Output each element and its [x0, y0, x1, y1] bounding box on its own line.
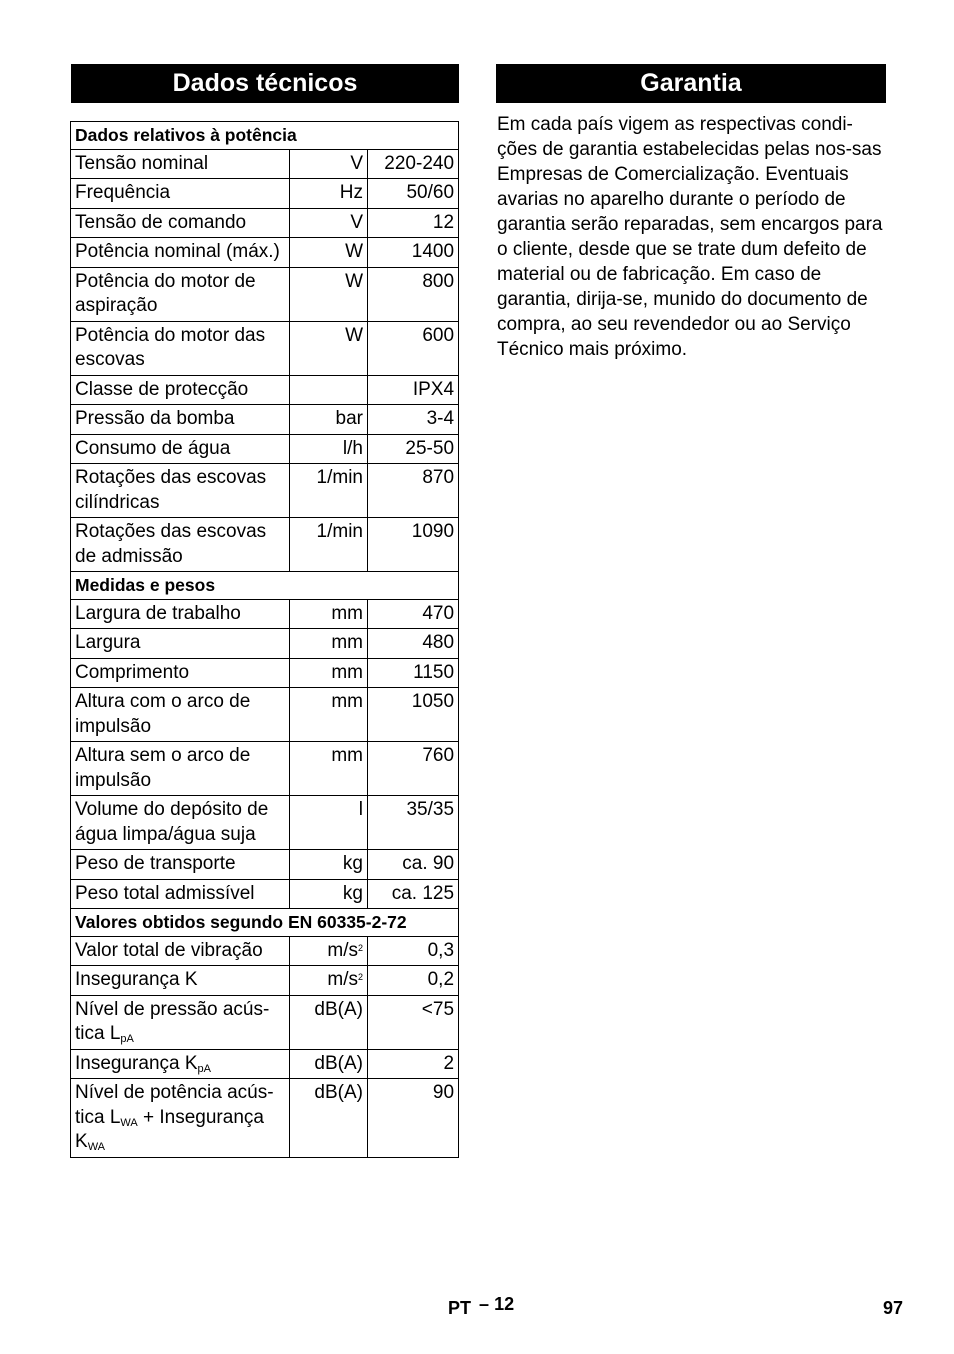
row-unit-superscript: 2 — [357, 972, 363, 982]
row-unit-text: kg — [342, 882, 363, 904]
row-unit-text: V — [350, 152, 363, 174]
row-label — [71, 208, 290, 238]
row-value: 0,2 — [368, 966, 459, 996]
table-row — [71, 179, 459, 209]
row-unit — [290, 1079, 368, 1158]
row-unit — [290, 405, 368, 435]
row-value: 870 — [368, 464, 459, 518]
row-value: 470 — [368, 599, 459, 629]
row-unit — [290, 629, 368, 659]
row-label-text: Valor total de vibração — [75, 939, 263, 961]
row-value: 35/35 — [368, 796, 459, 850]
table-row — [71, 405, 459, 435]
row-label — [71, 267, 290, 321]
row-unit — [290, 179, 368, 209]
footer-section-page: 12 — [494, 1294, 515, 1314]
section-header-row — [71, 572, 459, 600]
section-header-row — [71, 122, 459, 150]
table-row — [71, 936, 459, 966]
row-value: 600 — [368, 321, 459, 375]
row-unit-text: l — [358, 799, 363, 820]
row-unit — [290, 208, 368, 238]
table-row — [71, 995, 459, 1049]
row-label-subscript: WA — [120, 1116, 138, 1129]
row-unit — [290, 850, 368, 880]
row-label-text: Consumo de água — [75, 437, 231, 459]
table-row — [71, 149, 459, 179]
row-label — [71, 658, 290, 688]
table-row — [71, 464, 459, 518]
row-unit — [290, 149, 368, 179]
row-unit — [290, 464, 368, 518]
row-label-text: Tensão de comando — [75, 211, 247, 233]
row-label-text: Comprimento — [75, 661, 190, 683]
row-unit-text: W — [345, 241, 363, 262]
row-label-text: Altura com o arco de impulsão — [75, 691, 251, 737]
row-value: 220-240 — [368, 149, 459, 179]
row-unit-text: Hz — [339, 182, 363, 203]
row-label-text-continued: + Insegurança K — [75, 1106, 264, 1152]
table-row — [71, 1049, 459, 1079]
row-label — [71, 599, 290, 629]
table-row — [71, 658, 459, 688]
footer-separator: – — [479, 1294, 490, 1314]
row-unit — [290, 434, 368, 464]
table-row — [71, 796, 459, 850]
row-label — [71, 518, 290, 572]
row-label — [71, 936, 290, 966]
row-unit — [290, 936, 368, 966]
table-row — [71, 375, 459, 405]
table-row — [71, 599, 459, 629]
row-label — [71, 149, 290, 179]
row-unit — [290, 658, 368, 688]
row-label — [71, 879, 290, 909]
row-label — [71, 375, 290, 405]
row-value: IPX4 — [368, 375, 459, 405]
row-label — [71, 688, 290, 742]
table-row — [71, 966, 459, 996]
row-label — [71, 238, 290, 268]
row-value: 1050 — [368, 688, 459, 742]
row-value: 1090 — [368, 518, 459, 572]
row-label-text: Peso total admissível — [75, 882, 255, 904]
row-value: 25-50 — [368, 434, 459, 464]
section-heading-warranty: Garantia — [496, 64, 886, 103]
row-unit — [290, 518, 368, 572]
row-label-text: Largura de trabalho — [75, 602, 241, 624]
row-label — [71, 629, 290, 659]
row-unit-text: mm — [331, 745, 363, 766]
section-header-row — [71, 909, 459, 937]
table-row — [71, 850, 459, 880]
row-label-text: Nível de pressão acús-tica L — [75, 998, 270, 1044]
row-label — [71, 179, 290, 209]
row-label-text: Potência do motor de aspiração — [75, 270, 256, 316]
warranty-text: Em cada país vigem as respectivas condi-ções de garantia estabelecidas pelas nos-sas Empresas de Comercialização. Eventuais avarias no aparelho durante o período de garantia serão reparadas, sem encargos para o cliente, desde que se trate dum defeito de material ou de fabricação. Em caso de garantia, dirija-se, munido do documento de compra, ao seu revendedor ou ao Serviço Técnico mais próximo. — [497, 114, 883, 360]
row-label — [71, 796, 290, 850]
row-value: 50/60 — [368, 179, 459, 209]
row-label-text: Tensão nominal — [75, 152, 209, 174]
section-title: Dados relativos à potência — [71, 122, 459, 150]
row-label-text: Altura sem o arco de impulsão — [75, 745, 251, 791]
row-unit-text: m/s — [327, 939, 358, 961]
row-label — [71, 464, 290, 518]
row-label-text: Potência do motor das escovas — [75, 324, 266, 370]
row-unit — [290, 966, 368, 996]
row-label-text: Potência nominal (máx.) — [75, 241, 280, 262]
table-row — [71, 879, 459, 909]
row-unit — [290, 688, 368, 742]
row-value: 1400 — [368, 238, 459, 268]
row-unit — [290, 321, 368, 375]
row-label — [71, 1079, 290, 1158]
row-unit-text: mm — [331, 661, 363, 683]
row-unit-text: dB(A) — [314, 1052, 363, 1074]
row-unit-text: kg — [342, 853, 363, 874]
row-unit-text: 1/min — [316, 467, 363, 488]
row-unit — [290, 742, 368, 796]
table-row — [71, 321, 459, 375]
row-label-text: Insegurança K — [75, 1052, 198, 1074]
row-unit-text: dB(A) — [314, 998, 363, 1020]
footer-page-number: 97 — [883, 1298, 904, 1318]
section-title: Medidas e pesos — [71, 572, 459, 600]
row-label — [71, 850, 290, 880]
footer-language-code: PT — [448, 1298, 472, 1318]
row-unit-text: bar — [335, 408, 363, 429]
row-value: 800 — [368, 267, 459, 321]
row-value: 90 — [368, 1079, 459, 1158]
row-label-text: Classe de protecção — [75, 378, 249, 400]
table-row — [71, 267, 459, 321]
row-label — [71, 995, 290, 1049]
row-unit — [290, 375, 368, 405]
table-row — [71, 1079, 459, 1158]
section-heading-technical-data: Dados técnicos — [71, 64, 459, 103]
row-unit-text: m/s — [327, 969, 358, 990]
row-label — [71, 742, 290, 796]
row-unit — [290, 796, 368, 850]
row-label — [71, 405, 290, 435]
row-label-text: Rotações das escovas cilíndricas — [75, 467, 267, 513]
row-value: 2 — [368, 1049, 459, 1079]
row-unit-text: W — [345, 324, 363, 346]
row-value: 3-4 — [368, 405, 459, 435]
row-unit-text: V — [350, 211, 363, 233]
row-unit-text: mm — [331, 602, 363, 624]
row-unit — [290, 267, 368, 321]
row-unit-superscript: 2 — [357, 942, 363, 953]
footer-language — [448, 1294, 515, 1319]
row-value: ca. 90 — [368, 850, 459, 880]
table-row — [71, 208, 459, 238]
row-unit-text: mm — [331, 632, 363, 653]
row-unit — [290, 599, 368, 629]
row-value: 760 — [368, 742, 459, 796]
row-value: <75 — [368, 995, 459, 1049]
row-unit — [290, 879, 368, 909]
table-row — [71, 238, 459, 268]
row-label-text: Volume do depósito de água limpa/água suja — [75, 799, 269, 845]
row-value: ca. 125 — [368, 879, 459, 909]
row-unit-text: mm — [331, 691, 363, 712]
row-unit-text: dB(A) — [314, 1082, 363, 1103]
table-row — [71, 688, 459, 742]
row-label-subscript: pA — [197, 1062, 211, 1075]
row-value: 480 — [368, 629, 459, 659]
row-label — [71, 321, 290, 375]
row-value: 12 — [368, 208, 459, 238]
row-label-text: Pressão da bomba — [75, 408, 235, 429]
section-title: Valores obtidos segundo EN 60335-2-72 — [71, 909, 459, 937]
table-row — [71, 629, 459, 659]
row-value: 1150 — [368, 658, 459, 688]
row-label-text: Peso de transporte — [75, 853, 236, 874]
table-row — [71, 434, 459, 464]
row-label-text: Largura — [75, 632, 141, 653]
row-label — [71, 434, 290, 464]
row-label-text: Insegurança K — [75, 969, 198, 990]
row-unit-text: l/h — [342, 437, 363, 459]
row-unit — [290, 238, 368, 268]
row-label-text: Frequência — [75, 182, 171, 203]
row-label — [71, 966, 290, 996]
row-label — [71, 1049, 290, 1079]
row-unit — [290, 1049, 368, 1079]
row-value: 0,3 — [368, 936, 459, 966]
table-row — [71, 742, 459, 796]
technical-data-table — [70, 121, 459, 1158]
row-label-text: Rotações das escovas de admissão — [75, 521, 267, 567]
table-row — [71, 518, 459, 572]
row-label-text: Nível de potência acús-tica L — [75, 1082, 274, 1128]
row-label-subscript: WA — [87, 1141, 105, 1153]
row-unit — [290, 995, 368, 1049]
row-unit-text: 1/min — [316, 521, 363, 542]
row-unit-text: W — [345, 270, 363, 292]
row-label-subscript: pA — [120, 1033, 134, 1045]
